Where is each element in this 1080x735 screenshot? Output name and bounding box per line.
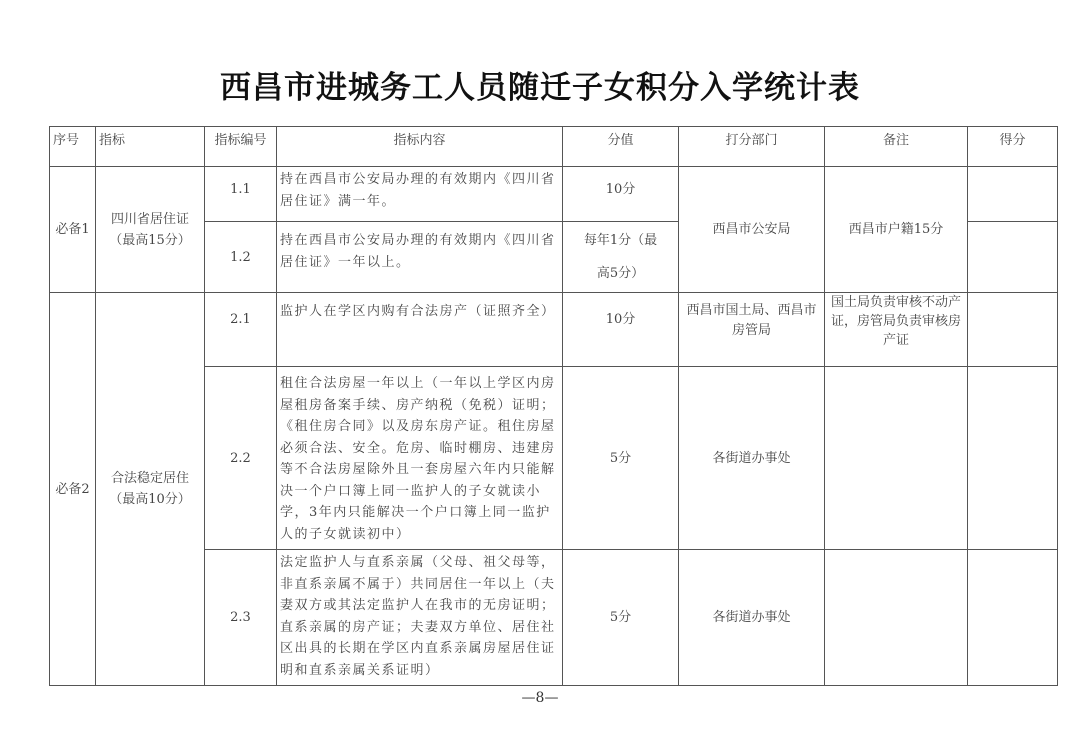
cell-content: 持在西昌市公安局办理的有效期内《四川省居住证》一年以上。 — [277, 222, 563, 293]
cell-indicator: 四川省居住证（最高15分） — [96, 167, 205, 293]
cell-score-value: 10分 — [563, 167, 679, 222]
cell-score-value: 5分 — [563, 367, 679, 550]
cell-indicator: 合法稳定居住（最高10分） — [96, 293, 205, 686]
table-row — [50, 167, 1058, 222]
cell-content: 租住合法房屋一年以上（一年以上学区内房屋租房备案手续、房产纳税（免税）证明；《租住房合同》以及房东房产证。租住房屋必须合法、安全。危房、临时棚房、违建房等不合法房屋除外且一套房屋六年内只能解决一个户口簿上同一监护人的子女就读小学，3年内只能解决一个户口簿上同一监护人的子女就读初中） — [277, 367, 563, 550]
cell-content: 监护人在学区内购有合法房产（证照齐全） — [277, 293, 563, 367]
table-row — [50, 293, 1058, 367]
cell-department: 各街道办事处 — [679, 367, 825, 550]
cell-seq: 必备2 — [50, 293, 96, 686]
cell-score[interactable] — [968, 550, 1058, 686]
cell-content: 法定监护人与直系亲属（父母、祖父母等，非直系亲属不属于）共同居住一年以上（夫妻双方或其法定监护人在我市的无房证明；直系亲属的房产证；夫妻双方单位、居住社区出具的长期在学区内直系亲属房屋居住证明和直系亲属关系证明） — [277, 550, 563, 686]
header-department: 打分部门 — [679, 127, 825, 167]
cell-remark: 西昌市户籍15分 — [825, 167, 968, 293]
cell-score[interactable] — [968, 293, 1058, 367]
cell-department: 西昌市公安局 — [679, 167, 825, 293]
cell-score-value: 10分 — [563, 293, 679, 367]
page-number: —8— — [521, 690, 559, 706]
cell-score-value: 5分 — [563, 550, 679, 686]
cell-code: 1.1 — [205, 167, 277, 222]
header-score-value: 分值 — [563, 127, 679, 167]
header-score: 得分 — [968, 127, 1058, 167]
cell-code: 1.2 — [205, 222, 277, 293]
cell-content: 持在西昌市公安局办理的有效期内《四川省居住证》满一年。 — [277, 167, 563, 222]
header-content: 指标内容 — [277, 127, 563, 167]
document-title: 西昌市进城务工人员随迁子女积分入学统计表 — [220, 70, 860, 106]
cell-code: 2.2 — [205, 367, 277, 550]
cell-remark — [825, 550, 968, 686]
cell-seq: 必备1 — [50, 167, 96, 293]
cell-department: 西昌市国土局、西昌市房管局 — [679, 293, 825, 367]
cell-score[interactable] — [968, 367, 1058, 550]
header-remark: 备注 — [825, 127, 968, 167]
cell-remark: 国土局负责审核不动产证，房管局负责审核房产证 — [825, 293, 968, 367]
cell-code: 2.1 — [205, 293, 277, 367]
cell-score[interactable] — [968, 222, 1058, 293]
header-indicator: 指标 — [96, 127, 205, 167]
header-seq: 序号 — [50, 127, 96, 167]
cell-remark — [825, 367, 968, 550]
cell-score[interactable] — [968, 167, 1058, 222]
cell-score-value: 每年1分（最高5分） — [563, 222, 679, 293]
points-table — [49, 126, 1058, 686]
cell-code: 2.3 — [205, 550, 277, 686]
table-header-row — [50, 127, 1058, 167]
header-code: 指标编号 — [205, 127, 277, 167]
cell-department: 各街道办事处 — [679, 550, 825, 686]
